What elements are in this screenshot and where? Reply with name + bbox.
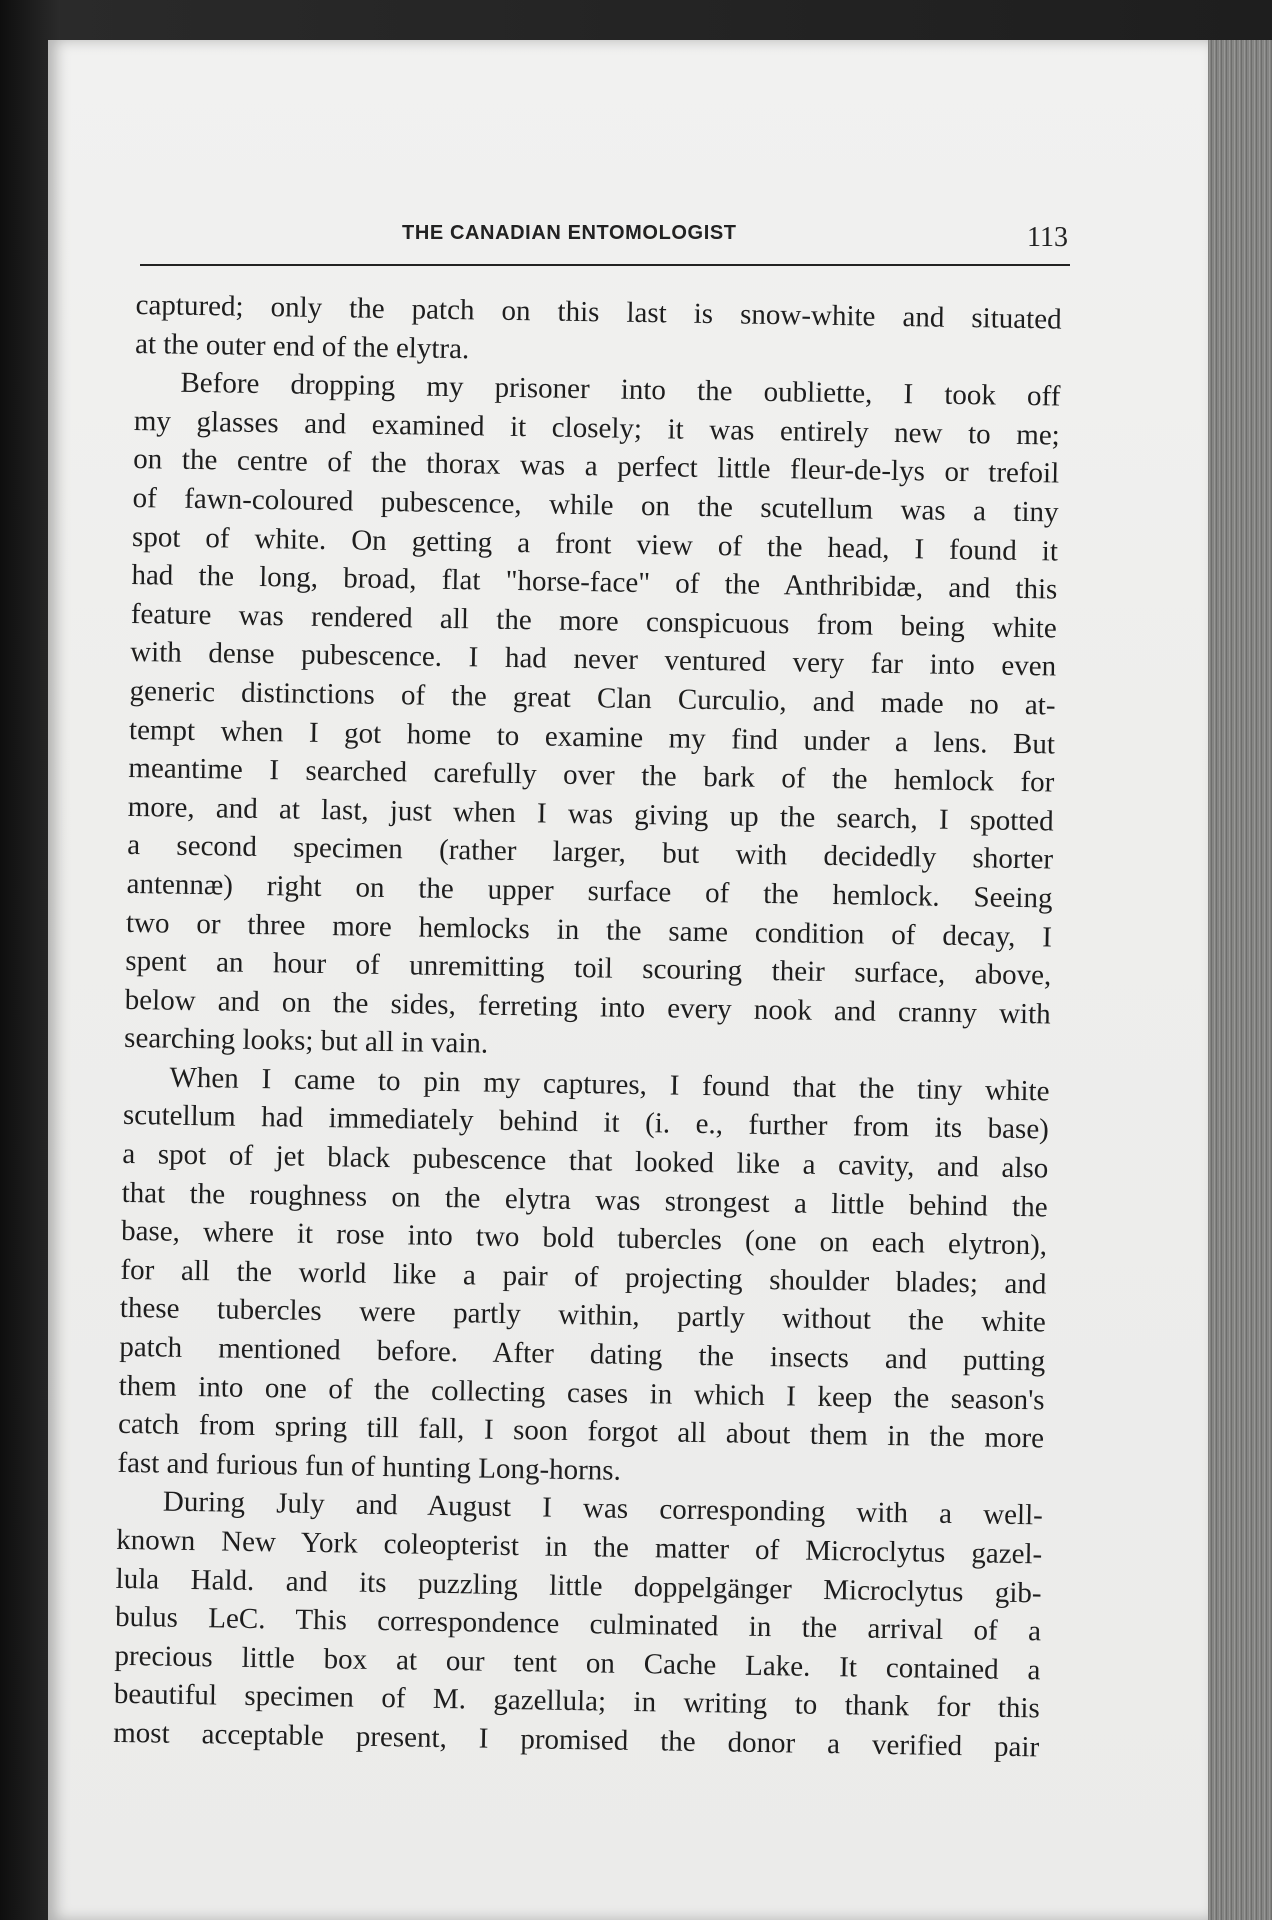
text-line: scutellum had immediately behind it (i. e., further from its base) [122, 1099, 1050, 1146]
text-line: had the long, broad, flat "horse-face" of the Anthribidæ, and this [131, 559, 1058, 606]
text-line: spot of white. On getting a front view of the head, I found it [131, 520, 1059, 568]
text-line: with dense pubescence. I had never ventured very far into even [129, 636, 1057, 683]
running-title: THE CANADIAN ENTOMOLOGIST [402, 222, 737, 244]
body-text [113, 286, 1062, 1767]
text-line: lula Hald. and its puzzling little doppelgänger Microclytus gib- [115, 1562, 1042, 1609]
text-line: my glasses and examined it closely; it was entirely new to me; [133, 404, 1061, 452]
text-line: When I came to pin my captures, I found that the tiny white [169, 1061, 1050, 1108]
text-line: During July and August I was corresponding with a well- [162, 1485, 1044, 1532]
text-line: searching looks; but all in vain. [123, 1022, 489, 1060]
text-line: them into one of the collecting cases in which I keep the season's [118, 1369, 1045, 1417]
text-line: feature was rendered all the more conspicuous from being white [130, 597, 1057, 645]
text-line: tempt when I got home to examine my find under a lens. But [128, 713, 1056, 761]
page-header [140, 222, 1070, 266]
text-line: most acceptable present, I promised the donor a verified pair [113, 1716, 1040, 1764]
text-line: two or three more hemlocks in the same condition of decay, I [125, 906, 1053, 953]
text-line: more, and at last, just when I was giving up the search, I spotted [127, 790, 1054, 838]
text-line: at the outer end of the elytra. [134, 327, 470, 365]
text-line: a spot of jet black pubescence that looked like a cavity, and also [122, 1137, 1049, 1185]
page-edges [1208, 40, 1272, 1920]
text-line: for all the world like a pair of projecting shoulder blades; and [120, 1253, 1047, 1301]
text-line: beautiful specimen of M. gazellula; in writing to thank for this [113, 1678, 1041, 1725]
text-line: below and on the sides, ferreting into every nook and cranny with [124, 983, 1051, 1031]
text-line: known New York coleopterist in the matter of Microclytus gazel- [116, 1523, 1043, 1571]
text-line: spent an hour of unremitting toil scouring their surface, above, [125, 945, 1052, 992]
header-rule [140, 264, 1070, 266]
text-line: base, where it rose into two bold tubercles (one on each elytron), [120, 1215, 1048, 1262]
text-line: bulus LeC. This correspondence culminated in the arrival of a [114, 1601, 1042, 1648]
text-line: patch mentioned before. After dating the insects and putting [119, 1330, 1046, 1378]
text-line: Before dropping my prisoner into the oubliette, I took off [180, 366, 1061, 413]
text-line: meantime I searched carefully over the bark of the hemlock for [128, 752, 1055, 799]
text-line: a second specimen (rather larger, but with decidedly shorter [126, 829, 1054, 876]
text-line: on the centre of the thorax was a perfect little fleur-de-lys or trefoil [133, 443, 1060, 490]
text-line: these tubercles were partly within, partly without the white [119, 1292, 1047, 1339]
text-line: fast and furious fun of hunting Long-horns. [117, 1446, 622, 1487]
text-line: that the roughness on the elytra was strongest a little behind the [121, 1176, 1048, 1224]
text-line: generic distinctions of the great Clan Curculio, and made no at- [129, 674, 1056, 722]
text-line: of fawn-coloured pubescence, while on the scutellum was a tiny [132, 481, 1059, 529]
text-line: antennæ) right on the upper surface of the hemlock. Seeing [126, 867, 1053, 915]
text-line: precious little box at our tent on Cache Lake. It contained a [114, 1639, 1041, 1687]
page-number: 113 [1027, 222, 1068, 253]
text-line: captured; only the patch on this last is snow-white and situated [135, 288, 1062, 336]
text-line: catch from spring till fall, I soon forgot all about them in the more [117, 1408, 1045, 1455]
